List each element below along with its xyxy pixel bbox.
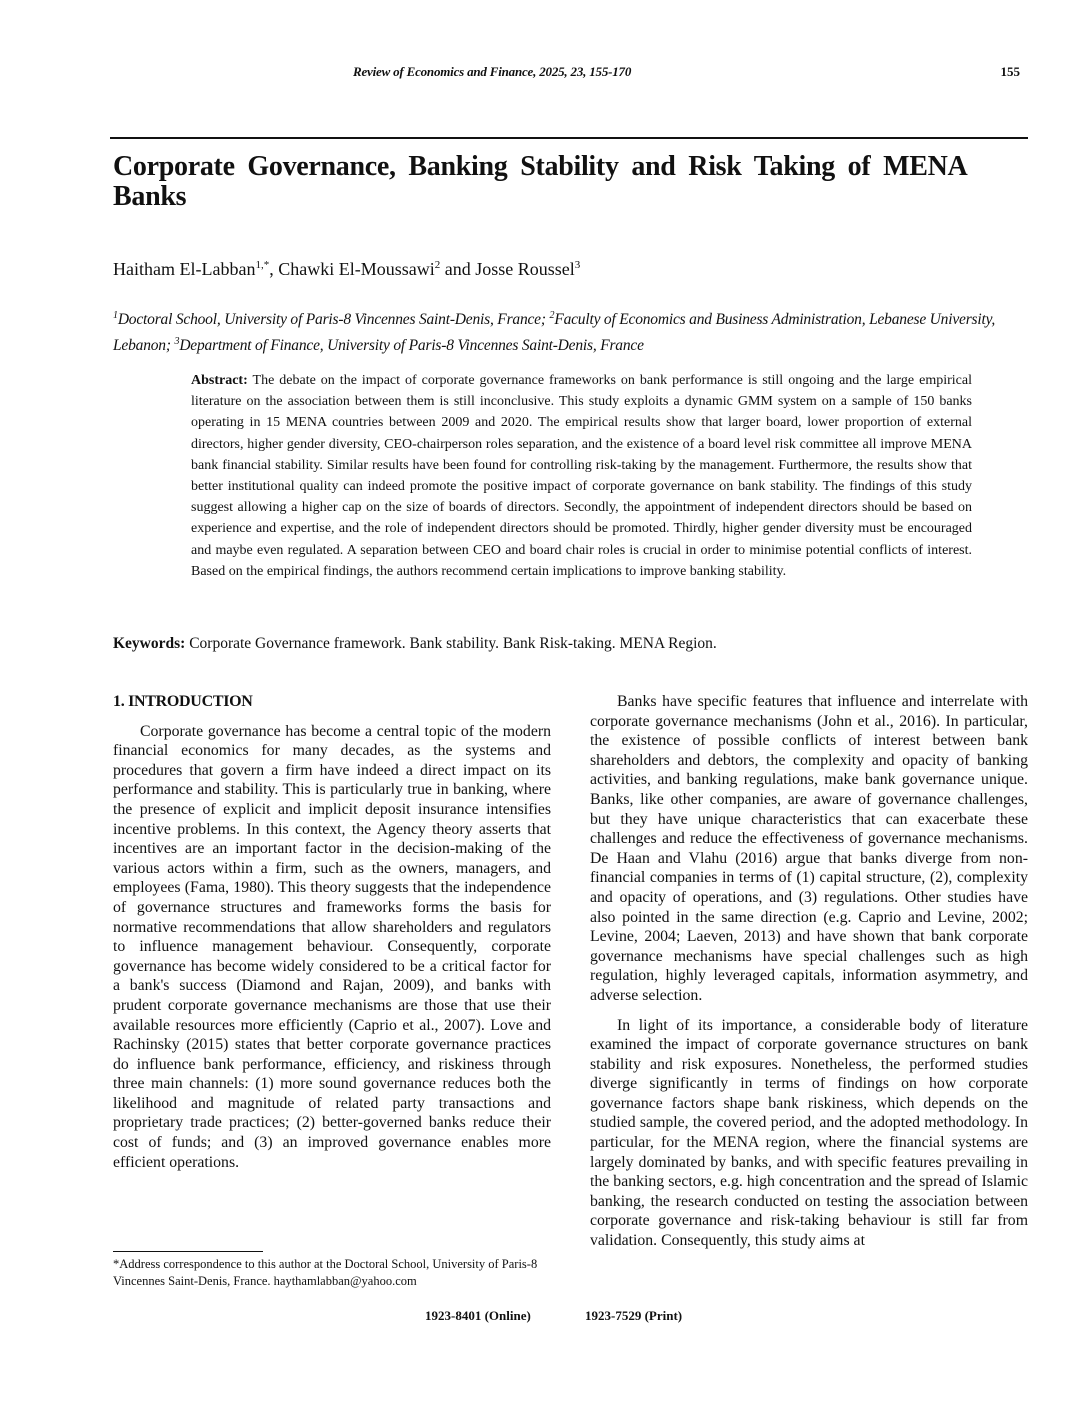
abstract bbox=[191, 370, 972, 582]
affil-mark: 2 bbox=[549, 310, 555, 321]
running-head bbox=[0, 64, 1088, 84]
issn-online: 1923-8401 (Online) bbox=[425, 1308, 531, 1323]
author-affil-mark: 1,* bbox=[255, 259, 270, 271]
right-column bbox=[590, 692, 1028, 1251]
body-paragraph: Corporate governance has become a central topic of the modern financial economics for many decades, as the systems and procedures that govern a firm have indeed a direct impact on its performance and stability. This is particularly true in banking, where the presence of explicit and implicit deposit insurance intensifies incentive problems. In this context, the Agency theory asserts that incentives are an important factor in the decision-making of the various actors within a firm, such as the owners, managers, and employees (Fama, 1980). This theory suggests that the independence of governance structures and frameworks forms the basis for normative recommendations that allow shareholders and regulators to influence management behaviour. Consequently, corporate governance has become widely considered to be a critical factor for a bank's success (Diamond and Rajan, 2009), and banks with prudent corporate governance mechanisms are those that use their available resources more efficiently (Caprio et al., 2007). Love and Rachinsky (2015) states that better corporate governance practices do influence bank performance, efficiency, and riskiness through three main channels: (1) more sound governance reduces both the likelihood and magnitude of related party transactions and proprietary trade practices; (2) better-governed banks reduce their cost of funds; and (3) an improved governance enables more efficient operations. bbox=[113, 722, 551, 1171]
header-rule bbox=[110, 137, 1028, 139]
keywords bbox=[113, 633, 1028, 655]
author-affil-mark: 3 bbox=[574, 259, 581, 271]
left-column bbox=[113, 692, 551, 1172]
journal-citation: Review of Economics and Finance, 2025, 23, 155-170 bbox=[353, 64, 632, 79]
affiliations bbox=[113, 305, 1028, 357]
keywords-label: Keywords: bbox=[113, 635, 186, 652]
author-name: Haitham El-Labban bbox=[113, 259, 256, 279]
abstract-text: The debate on the impact of corporate governance frameworks on bank performance is still ongoing and the large empirical literature on the association between them is still inconclusive. This study exploits a dynamic GMM system on a sample of 150 banks operating in 15 MENA countries between 2009 and 2020. The empirical results show that larger board, lower proportion of external directors, higher gender diversity, CEO-chairperson roles separation, and the existence of a board level risk committee all improve MENA bank financial stability. Similar results have been found for controlling risk-taking by the management. Furthermore, the results show that better institutional quality can indeed promote the positive impact of corporate governance on bank stability. The findings of this study suggest allowing a higher cap on the size of boards of directors. Secondly, the appointment of independent directors should be based on experience and expertise, and the role of independent directors should be promoted. Thirdly, higher gender diversity must be encouraged and maybe even regulated. A separation between CEO and board chair roles is crucial in order to minimise potential conflicts of interest. Based on the empirical findings, the authors recommend certain implications to improve banking stability. bbox=[191, 373, 972, 579]
affiliation: Doctoral School, University of Paris-8 Vincennes Saint-Denis, France; bbox=[117, 311, 550, 329]
author-affil-mark: 2 bbox=[434, 259, 441, 271]
affil-mark: 1 bbox=[113, 310, 118, 321]
keywords-text: Corporate Governance framework. Bank stability. Bank Risk-taking. MENA Region. bbox=[185, 635, 717, 652]
body-paragraph: Banks have specific features that influence and interrelate with corporate governance mechanisms (John et al., 2016). In particular, the existence of possible conflicts of interest between bank shareholders and debtors, the complexity and opacity of banking activities, and banking regulations, make bank governance unique. Banks, like other companies, are aware of governance challenges, but they have unique characteristics that can exacerbate these challenges and reduce the effectiveness of governance mechanisms. De Haan and Vlahu (2016) argue that banks diverge from non-financial companies in terms of (1) capital structure, (2), complexity and opacity of operations, and (3) regulations. Other studies have also pointed in the same direction (e.g. Caprio and Levine, 2002; Levine, 2004; Laeven, 2013) and have shown that bank corporate governance mechanisms have special challenges such as high regulation, highly leveraged capitals, information asymmetry, and adverse selection. bbox=[590, 693, 1028, 1004]
body-paragraph: In light of its importance, a considerable body of literature examined the impact of corporate governance structures on bank stability and risk exposures. Nonetheless, the performed studies diverge significantly in terms of findings on how corporate governance factors shape bank riskiness, which depends on the studied sample, the covered period, and the adopted methodology. In particular, for the MENA region, where the financial systems are largely dominated by banks, and with specific features prevailing in the banking sectors, e.g. high concentration and the spread of Islamic banking, the research conducted on testing the association between corporate governance and risk-taking behaviour is still far from validation. Consequently, this study aims at bbox=[590, 1016, 1028, 1250]
affiliation: Department of Finance, University of Paris-8 Vincennes Saint-Denis, France bbox=[179, 337, 644, 355]
affiliation: Faculty of Economics and Business Administration, Lebanese University, Lebanon; bbox=[113, 311, 996, 355]
author-separator: and bbox=[440, 259, 476, 279]
author-name: Josse Roussel bbox=[475, 259, 575, 279]
author-list bbox=[113, 253, 580, 281]
abstract-label: Abstract: bbox=[191, 373, 248, 388]
correspondence-footnote: *Address correspondence to this author at the Doctoral School, University of Paris-8 Vincennes Saint-Denis, France. haythamlabban@yahoo.com bbox=[113, 1257, 538, 1288]
page-number: 155 bbox=[1000, 64, 1020, 79]
author-name: Chawki El-Moussawi bbox=[278, 259, 435, 279]
affil-mark: 3 bbox=[174, 336, 180, 348]
author-separator: , bbox=[269, 259, 279, 279]
footnote-rule bbox=[113, 1251, 263, 1252]
issn-print: 1923-7529 (Print) bbox=[585, 1308, 683, 1323]
section-heading: 1. INTRODUCTION bbox=[113, 693, 253, 710]
paper-title: Corporate Governance, Banking Stability and Risk Taking of MENA Banks bbox=[113, 151, 966, 212]
